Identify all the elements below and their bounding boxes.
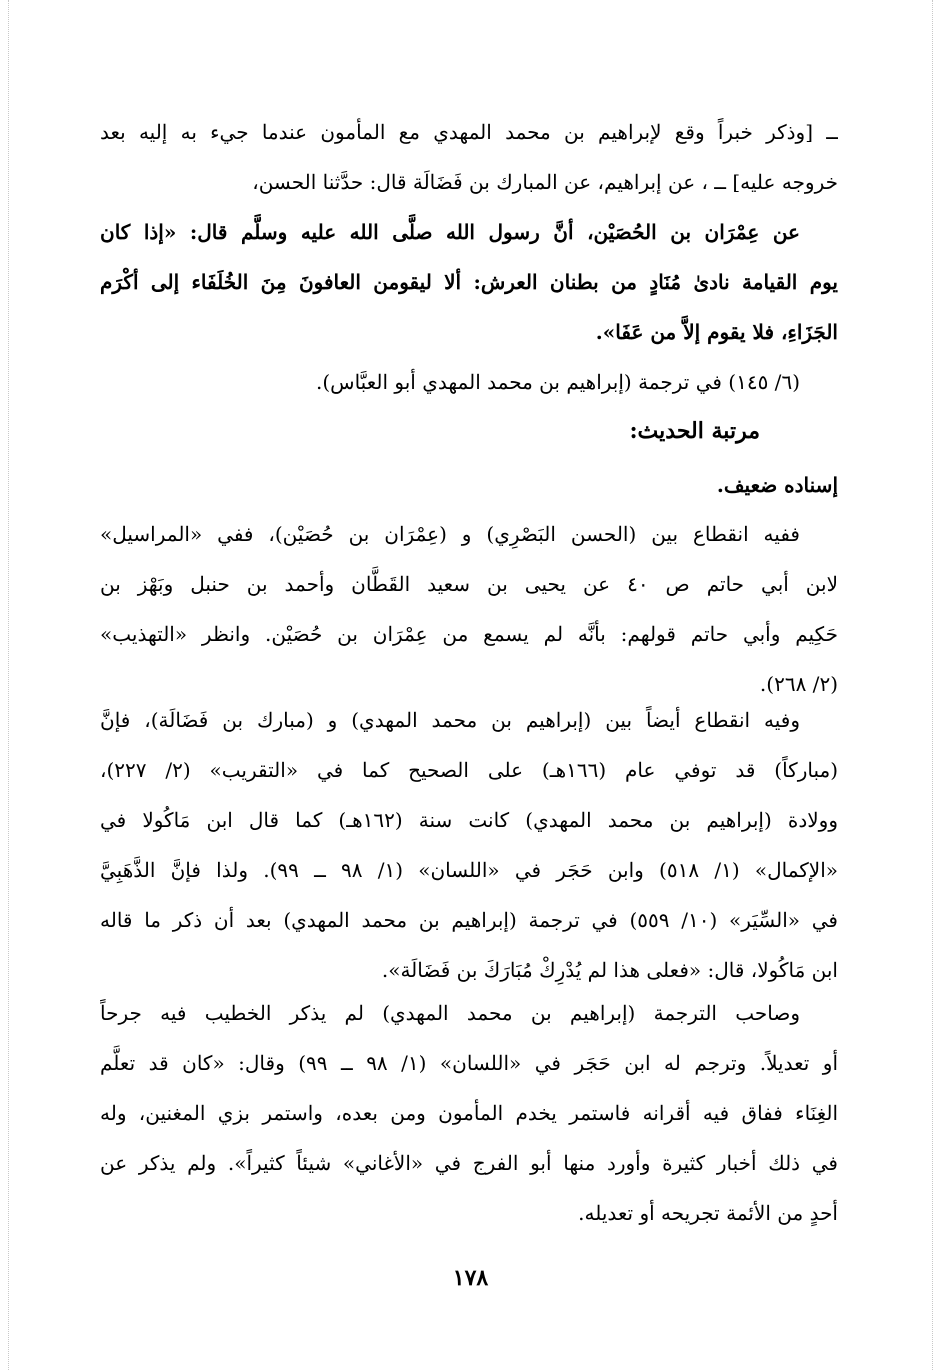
paragraph-line: وولادة (إبراهيم بن محمد المهدي) كانت سنة (١٦٢هـ) كما قال ابن مَاكُولا في	[100, 808, 838, 832]
hadith-line: الجَزَاءِ، فلا يقوم إلاَّ من عَفَا».	[595, 320, 838, 344]
paragraph-line: (٢/ ٢٦٨).	[759, 672, 838, 696]
paragraph-3	[100, 988, 838, 1238]
paragraph-line: وفيه انقطاع أيضاً بين (إبراهيم بن محمد المهدي) و (مبارك بن فَضَالَة)، فإنَّ	[100, 708, 800, 732]
scan-edge-right	[932, 0, 933, 1370]
paragraph-line: حَكِيم وأبي حاتم قولهم: بأنَّه لم يسمع من عِمْرَان بن حُصَيْن. وانظر «التهذيب»	[100, 622, 838, 646]
narration-line: خروجه عليه] ــ ، عن إبراهيم، عن المبارك بن فَضَالَة قال: حدَّثنا الحسن،	[252, 170, 838, 194]
narration-block	[100, 107, 838, 407]
paragraph-line: في «السِّيَر» (١٠/ ٥٥٩) في ترجمة (إبراهيم بن محمد المهدي) بعد أن ذكر ما قاله	[100, 908, 838, 932]
paragraph-line: لابن أبي حاتم ص ٤٠ عن يحيى بن سعيد القَطَّان وأحمد بن حنبل وبَهْز بن	[100, 572, 838, 596]
paragraph-line: ففيه انقطاع بين (الحسن البَصْرِي) و (عِمْرَان بن حُصَيْن)، ففي «المراسيل»	[100, 522, 800, 546]
paragraph-line: أحدٍ من الأئمة تجريحه أو تعديله.	[578, 1201, 838, 1225]
paragraph-line: في ذلك أخبار كثيرة وأورد منها أبو الفرج في «الأغاني» شيئاً كثيراً». ولم يذكر عن	[100, 1151, 838, 1175]
grade-block	[100, 460, 838, 510]
scan-edge-left	[8, 0, 9, 1370]
source-reference: (٦/ ١٤٥) في ترجمة (إبراهيم بن محمد المهدي أبو العبَّاس).	[316, 370, 800, 394]
narration-line: ــ [وذكر خبراً وقع لإبراهيم بن محمد المهدي مع المأمون عندما جيء به إليه بعد	[100, 120, 838, 144]
paragraph-line: (مباركاً) قد توفي عام (١٦٦هـ) على الصحيح كما في «التقريب» (٢/ ٢٢٧)،	[100, 758, 838, 782]
paragraph-line: ابن مَاكُولا، قال: «فعلى هذا لم يُدْرِكْ مُبَارَكَ بن فَضَالَة».	[381, 958, 838, 982]
paragraph-1	[100, 509, 838, 709]
paragraph-line: «الإكمال» (١/ ٥١٨) وابن حَجَر في «اللسان» (١/ ٩٨ ــ ٩٩). ولذا فإنَّ الذَّهَبِيَّ	[100, 858, 838, 882]
hadith-line: عن عِمْرَان بن الحُصَيْن، أنَّ رسول الله صلَّى الله عليه وسلَّم قال: «إذا كان	[100, 220, 800, 244]
paragraph-line: الغِنَاء ففاق فيه أقرانه فاستمر يخدم المأمون ومن بعده، واستمر بزي المغنين، وله	[100, 1101, 838, 1125]
hadith-line: يوم القيامة نادىٰ مُنَادٍ من بطنان العرش: ألا ليقومن العافونَ مِنَ الخُلَفَاء إلى أكْرَم	[100, 270, 838, 294]
section-heading: مرتبة الحديث:	[629, 418, 760, 444]
page-number: ١٧٨	[452, 1265, 489, 1291]
paragraph-line: وصاحب الترجمة (إبراهيم بن محمد المهدي) لم يذكر الخطيب فيه جرحاً	[100, 1001, 800, 1025]
grade-line: إسناده ضعيف.	[716, 473, 838, 497]
paragraph-2	[100, 695, 838, 995]
paragraph-line: أو تعديلاً. وترجم له ابن حَجَر في «اللسان» (١/ ٩٨ ــ ٩٩) وقال: «كان قد تعلَّم	[100, 1051, 838, 1075]
